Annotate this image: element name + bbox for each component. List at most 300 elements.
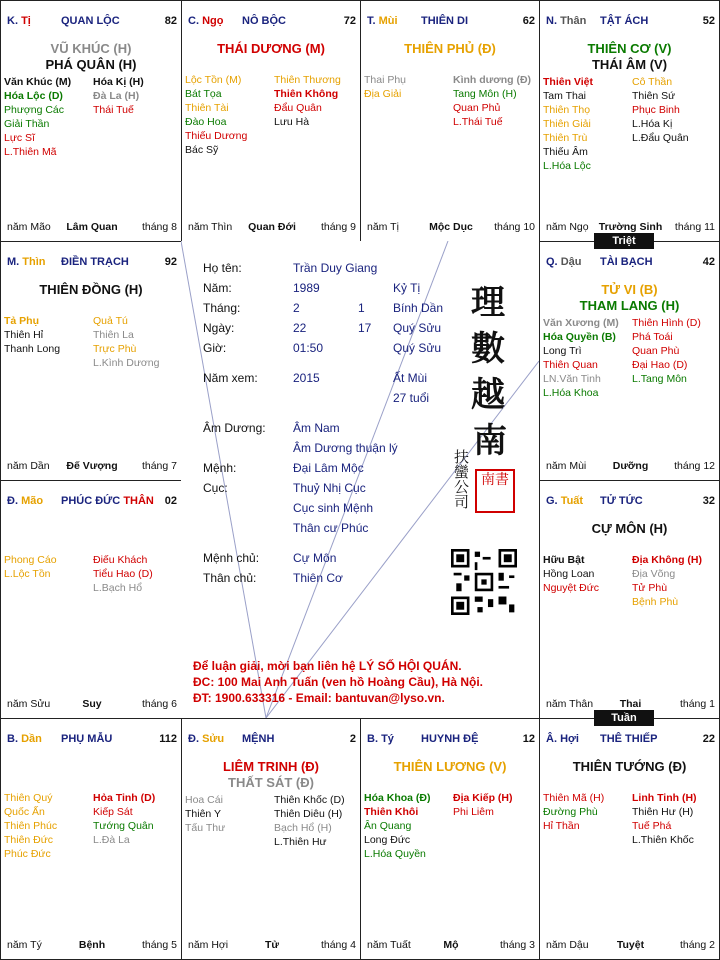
palace-name	[421, 733, 478, 745]
minor-star: Bạch Hổ (H)	[274, 822, 332, 834]
palace-branch: Dần	[21, 733, 42, 745]
palace-branch: Tý	[381, 733, 394, 745]
info-value-ngay-can: Quý Sửu	[393, 321, 442, 335]
info-value-menh: Đại Lâm Mộc	[293, 461, 364, 475]
minor-star: Tuế Phá	[632, 820, 672, 832]
minor-star: Đẩu Quân	[274, 102, 322, 114]
minor-star: Thiên Hình (D)	[632, 317, 701, 329]
minor-star: Ân Quang	[364, 820, 412, 832]
triet-marker: Triệt	[594, 233, 654, 249]
minor-star: Tiểu Hao (D)	[93, 568, 153, 580]
minor-star: Thiên Thọ	[543, 104, 591, 116]
major-star: CỰ MÔN (H)	[591, 521, 668, 536]
palace-header	[367, 15, 535, 29]
major-star: THÁI ÂM (V)	[591, 57, 668, 72]
info-label: Họ tên:	[203, 261, 242, 275]
minor-star: Nguyệt Đức	[543, 582, 600, 594]
palace-name	[61, 256, 129, 268]
minor-star: L.Hóa Lộc	[543, 160, 591, 172]
info-row	[203, 321, 463, 337]
palace-name-text: PHÚC ĐỨC	[61, 495, 121, 507]
qr-code-icon[interactable]	[451, 549, 517, 615]
minor-star: Lưu Hà	[274, 116, 310, 128]
minor-star: Hữu Bật	[543, 554, 585, 566]
palace-stem-branch	[546, 733, 579, 745]
logo-char-1: 理	[471, 283, 505, 323]
palace-stem-branch	[7, 495, 43, 507]
palace-header	[546, 15, 715, 29]
info-value-cuc-3: Thân cư Phúc	[293, 521, 369, 535]
info-label: Mệnh chủ:	[203, 551, 260, 565]
minor-stars-left	[4, 553, 57, 581]
minor-star: Thai Phụ	[364, 74, 407, 86]
palace-footer	[7, 698, 177, 712]
palace-month: tháng 5	[141, 939, 177, 951]
palace-stem-branch	[7, 733, 42, 745]
palace-year: năm Ngọ	[546, 221, 589, 233]
palace-name-text: MỆNH	[242, 733, 275, 745]
palace-trang-sinh: Mộc Dục	[429, 221, 473, 233]
palace-suu[interactable]	[181, 718, 361, 960]
minor-stars-left	[4, 791, 57, 861]
minor-star: L.Thiên Mã	[4, 146, 57, 158]
palace-name-text: THÊ THIẾP	[600, 733, 658, 745]
info-value-cuc-2: Cục sinh Mệnh	[293, 501, 374, 515]
info-value-am-duong-2: Âm Dương thuận lý	[293, 441, 398, 455]
palace-name	[61, 733, 112, 745]
info-value-ngay: 22	[293, 321, 307, 335]
palace-stem: B.	[367, 733, 378, 745]
palace-number: 82	[164, 15, 177, 27]
palace-trang-sinh: Lâm Quan	[66, 221, 118, 233]
minor-stars-right	[632, 75, 689, 145]
palace-name-text: QUAN LỘC	[61, 15, 120, 27]
palace-trang-sinh: Dưỡng	[612, 460, 649, 472]
palace-stem-branch	[7, 15, 31, 27]
minor-star: Long Đức	[364, 834, 411, 846]
palace-trang-sinh: Quan Đới	[248, 221, 296, 233]
minor-star: Lộc Tồn (M)	[185, 74, 242, 86]
info-label: Mệnh:	[203, 461, 237, 475]
palace-stem: M.	[7, 256, 20, 268]
palace-stem: Â.	[546, 733, 557, 745]
palace-month: tháng 8	[141, 221, 177, 233]
palace-trang-sinh: Thai	[619, 698, 642, 710]
minor-star: L.Bạch Hổ	[93, 582, 143, 594]
major-star: THAM LANG (H)	[579, 298, 680, 313]
minor-star: L.Hóa Kị	[632, 118, 673, 130]
minor-star: L.Thái Tuế	[453, 116, 503, 128]
palace-name-text: TÀI BẠCH	[600, 256, 653, 268]
info-value-ho-ten: Trần Duy Giang	[293, 261, 378, 275]
palace-name	[242, 733, 274, 745]
minor-stars-right	[632, 316, 701, 386]
minor-stars-right	[274, 73, 341, 129]
minor-star: Thiếu Dương	[185, 130, 248, 142]
minor-star: Tử Phù	[632, 582, 668, 594]
minor-star: Tang Môn (H)	[453, 88, 517, 100]
palace-name	[600, 15, 648, 27]
major-star: TỬ VI (B)	[601, 282, 658, 297]
palace-ti[interactable]	[0, 0, 182, 242]
info-row	[203, 481, 463, 497]
palace-ngo[interactable]	[181, 0, 361, 242]
info-label: Thân chủ:	[203, 571, 257, 585]
palace-number: 62	[522, 15, 535, 27]
minor-star: Thiên La	[93, 329, 134, 341]
minor-star: Thanh Long	[4, 343, 61, 355]
palace-trang-sinh: Tử	[264, 939, 280, 951]
palace-name	[421, 15, 468, 27]
palace-stem-branch	[546, 256, 581, 268]
major-star: VŨ KHÚC (H)	[50, 41, 132, 56]
minor-star: Kiếp Sát	[93, 806, 133, 818]
palace-year: năm Mão	[7, 221, 51, 233]
palace-footer	[546, 939, 715, 953]
minor-star: Thiên Trù	[543, 132, 588, 144]
minor-star: Phúc Đức	[4, 848, 51, 860]
info-row	[203, 551, 463, 567]
palace-month: tháng 6	[141, 698, 177, 710]
info-label: Giờ:	[203, 341, 227, 355]
info-label: Năm xem:	[203, 371, 258, 385]
minor-stars-left	[543, 553, 599, 595]
info-value-nam-can: Kỷ Tị	[393, 281, 421, 295]
info-value-than-chu: Thiên Cơ	[293, 571, 343, 585]
contact-line-1: Để luận giải, mời bạn liên hệ LÝ SỐ HỘI QUÁN.	[193, 659, 462, 673]
palace-footer	[7, 221, 177, 235]
major-star: THIÊN PHỦ (Đ)	[404, 41, 496, 56]
info-value-thang-can: Bính Dần	[393, 301, 444, 315]
palace-footer	[546, 460, 715, 474]
palace-month: tháng 11	[674, 221, 715, 233]
palace-header	[188, 15, 356, 29]
palace-month: tháng 2	[679, 939, 715, 951]
palace-trang-sinh: Tuyệt	[616, 939, 645, 951]
palace-month: tháng 3	[499, 939, 535, 951]
minor-star: Thiên Khốc (D)	[274, 794, 345, 806]
minor-star: Thiên Sứ	[632, 90, 676, 102]
palace-branch: Tuất	[560, 495, 584, 507]
palace-header	[7, 256, 177, 270]
palace-branch: Mùi	[378, 15, 398, 27]
palace-stem-branch	[7, 256, 46, 268]
palace-branch: Mão	[21, 495, 44, 507]
palace-header	[7, 733, 177, 747]
info-value-thang: 2	[293, 301, 300, 315]
palace-thin[interactable]	[0, 241, 182, 481]
minor-star: Hoa Cái	[185, 794, 223, 806]
palace-hoi[interactable]	[539, 718, 720, 960]
minor-star: Thiên Đức	[4, 834, 54, 846]
palace-year: năm Tý	[7, 939, 42, 951]
palace-year: năm Thân	[546, 698, 594, 710]
info-value-nam-xem-can: Ất Mùi	[393, 371, 428, 385]
palace-name	[61, 15, 120, 27]
palace-stem: N.	[546, 15, 557, 27]
palace-year: năm Dậu	[546, 939, 589, 951]
palace-ty[interactable]	[360, 718, 540, 960]
minor-star: Quả Tú	[93, 315, 128, 327]
minor-star: Phong Cáo	[4, 554, 57, 566]
minor-star: Tả Phụ	[4, 315, 40, 327]
minor-star: L.Kình Dương	[93, 357, 160, 369]
palace-name	[600, 733, 657, 745]
palace-month: tháng 1	[679, 698, 715, 710]
palace-number: 52	[702, 15, 715, 27]
palace-footer	[7, 939, 177, 953]
minor-stars-left	[185, 73, 247, 157]
palace-name-text: ĐIỀN TRẠCH	[61, 256, 129, 268]
palace-stem-branch	[367, 733, 394, 745]
minor-star: Điếu Khách	[93, 554, 148, 566]
minor-star: Bác Sỹ	[185, 144, 219, 156]
minor-star: Tấu Thư	[185, 822, 226, 834]
minor-star: Thiên Tài	[185, 102, 229, 114]
palace-name-text: PHỤ MẪU	[61, 733, 113, 745]
major-star: THẤT SÁT (Đ)	[228, 775, 314, 790]
minor-stars-left	[364, 791, 431, 861]
palace-stem-branch	[546, 15, 586, 27]
minor-star: Thiên Việt	[543, 76, 593, 88]
palace-branch: Ngọ	[202, 15, 224, 27]
palace-year: năm Mùi	[546, 460, 587, 472]
palace-year: năm Thìn	[188, 221, 233, 233]
minor-star: Đại Hao (D)	[632, 359, 688, 371]
minor-stars-left	[185, 793, 225, 835]
palace-month: tháng 10	[494, 221, 535, 233]
minor-star: Thiên Thương	[274, 74, 341, 86]
minor-star: L.Thiên Khốc	[632, 834, 694, 846]
minor-star: Thiên Mã (H)	[543, 792, 605, 804]
minor-star: Bát Tọa	[185, 88, 222, 100]
palace-name	[61, 495, 154, 507]
palace-number: 02	[164, 495, 177, 507]
info-value-tuoi: 27 tuổi	[393, 391, 430, 405]
palace-footer	[367, 939, 535, 953]
palace-trang-sinh: Đế Vượng	[66, 460, 118, 472]
minor-star: Thiên Hỉ	[4, 329, 44, 341]
info-value-thang-am: 1	[358, 301, 365, 315]
info-value-gio-can: Quý Sửu	[393, 341, 442, 355]
minor-stars-right	[453, 791, 513, 819]
palace-trang-sinh: Mộ	[443, 939, 459, 951]
info-value-nam: 1989	[293, 281, 320, 295]
palace-footer	[367, 221, 535, 235]
minor-star: Địa Giải	[364, 88, 402, 100]
palace-stem: Q.	[546, 256, 558, 268]
logo-char-4: 南	[473, 421, 507, 461]
palace-name	[600, 256, 653, 268]
palace-footer	[188, 939, 356, 953]
palace-mao[interactable]	[0, 480, 182, 719]
minor-star: Phượng Các	[4, 104, 65, 116]
palace-branch: Tị	[21, 15, 31, 27]
minor-star: Thiên Phúc	[4, 820, 58, 832]
minor-star: Địa Kiếp (H)	[453, 792, 513, 804]
palace-stem: G.	[546, 495, 558, 507]
minor-stars-right	[93, 553, 153, 595]
palace-stem: K.	[7, 15, 18, 27]
minor-stars-right	[274, 793, 345, 849]
minor-stars-left	[543, 791, 604, 833]
minor-star: L.Đẩu Quân	[632, 132, 689, 144]
minor-stars-right	[93, 791, 155, 847]
major-star: THIÊN LƯƠNG (V)	[393, 759, 507, 774]
minor-star: Cô Thần	[632, 76, 673, 88]
red-seal-stamp: 南書	[475, 469, 515, 513]
minor-star: Lực Sĩ	[4, 132, 35, 144]
minor-star: Hóa Kị (H)	[93, 76, 144, 88]
palace-tuat[interactable]	[539, 480, 720, 719]
info-row	[203, 501, 463, 517]
minor-star: Thiếu Âm	[543, 146, 588, 158]
minor-star: Giải Thần	[4, 118, 50, 130]
minor-star: LN.Văn Tinh	[543, 373, 601, 385]
palace-month: tháng 12	[674, 460, 715, 472]
info-row	[203, 521, 463, 537]
palace-branch: Thìn	[22, 256, 46, 268]
palace-number: 42	[702, 256, 715, 268]
palace-year: năm Hợi	[188, 939, 229, 951]
palace-footer	[7, 460, 177, 474]
palace-dau[interactable]	[539, 241, 720, 481]
major-star: LIÊM TRINH (Đ)	[222, 759, 320, 774]
palace-trang-sinh: Trường Sinh	[598, 221, 663, 233]
minor-star: Địa Võng	[632, 568, 676, 580]
info-row	[203, 371, 463, 387]
minor-star: Phá Toái	[632, 331, 673, 343]
major-star: PHÁ QUÂN (H)	[45, 57, 137, 72]
minor-stars-left	[543, 316, 619, 400]
minor-star: Thiên Không	[274, 88, 339, 100]
minor-stars-left	[4, 75, 71, 159]
minor-stars-right	[632, 791, 697, 847]
minor-stars-left	[4, 314, 60, 356]
minor-stars-left	[364, 73, 406, 101]
minor-stars-right	[453, 73, 531, 129]
info-label: Ngày:	[203, 321, 235, 335]
info-row	[203, 281, 463, 297]
minor-star: Đường Phù	[543, 806, 598, 818]
minor-star: Thiên Quý	[4, 792, 53, 804]
minor-star: L.Thiên Hư	[274, 836, 327, 848]
info-row	[203, 301, 463, 317]
info-row	[203, 421, 463, 437]
palace-month: tháng 4	[320, 939, 356, 951]
minor-star: Thái Tuế	[93, 104, 134, 116]
minor-star: Kình dương (Đ)	[453, 74, 532, 86]
info-row	[203, 391, 463, 407]
info-value-menh-chu: Cự Môn	[293, 551, 337, 565]
contact-address: ĐC: 100 Mai Anh Tuấn (ven hồ Hoàng Cầu), Hà Nội.	[193, 675, 484, 689]
palace-branch: Sửu	[202, 733, 225, 745]
logo-char-3: 越	[471, 375, 505, 415]
minor-star: Thiên Hư (H)	[632, 806, 694, 818]
minor-star: Thiên Diêu (H)	[274, 808, 343, 820]
minor-stars-right	[632, 553, 702, 609]
major-star: THIÊN TƯỚNG (Đ)	[572, 759, 687, 774]
palace-header	[546, 256, 715, 270]
info-label: Năm:	[203, 281, 232, 295]
info-value-cuc: Thuỷ Nhị Cục	[293, 481, 366, 495]
palace-name	[242, 15, 286, 27]
than-cu-marker: THÂN	[123, 495, 154, 507]
info-label: Cục:	[203, 481, 228, 495]
palace-number: 12	[522, 733, 535, 745]
palace-branch: Hợi	[560, 733, 579, 745]
minor-star: Hỉ Thần	[543, 820, 580, 832]
palace-number: 22	[702, 733, 715, 745]
palace-header	[546, 733, 715, 747]
info-row	[203, 441, 463, 457]
minor-star: Địa Không (H)	[632, 554, 702, 566]
palace-year: năm Tuất	[367, 939, 411, 951]
palace-month: tháng 7	[141, 460, 177, 472]
info-value-gio: 01:50	[293, 341, 324, 355]
contact-phone-email[interactable]: ĐT: 1900.633316 - Email: bantuvan@lyso.vn.	[193, 691, 445, 705]
palace-year: năm Tị	[367, 221, 399, 233]
minor-star: Quan Phủ	[453, 102, 501, 114]
palace-footer	[188, 221, 356, 235]
minor-stars-right	[93, 75, 144, 117]
minor-star: Phi Liêm	[453, 806, 494, 818]
info-row	[203, 571, 463, 587]
minor-star: Thiên Giải	[543, 118, 591, 130]
palace-dan[interactable]	[0, 718, 182, 960]
palace-stem-branch	[546, 495, 583, 507]
major-star: THÁI DƯƠNG (M)	[217, 41, 325, 56]
palace-name	[600, 495, 643, 507]
palace-number: 112	[159, 733, 177, 745]
minor-star: Hồng Loan	[543, 568, 595, 580]
palace-number: 72	[343, 15, 356, 27]
palace-number: 2	[349, 733, 356, 745]
palace-stem-branch	[188, 733, 224, 745]
tuan-marker: Tuần	[594, 710, 654, 726]
minor-star: Phục Binh	[632, 104, 680, 116]
major-star: THIÊN CƠ (V)	[587, 41, 672, 56]
minor-star: Đào Hoa	[185, 116, 227, 128]
palace-name-text: TỬ TỨC	[600, 495, 643, 507]
minor-star: Hóa Lộc (D)	[4, 90, 63, 102]
minor-stars-right	[93, 314, 159, 370]
minor-star: L.Lộc Tồn	[4, 568, 51, 580]
palace-stem: C.	[188, 15, 199, 27]
minor-stars-left	[543, 75, 593, 173]
minor-star: Đà La (H)	[93, 90, 140, 102]
palace-number: 32	[702, 495, 715, 507]
palace-stem: Đ.	[7, 495, 18, 507]
palace-name-text: THIÊN DI	[421, 15, 469, 27]
center-info-panel	[181, 241, 539, 718]
palace-stem: T.	[367, 15, 376, 27]
minor-star: Thiên Quan	[543, 359, 598, 371]
info-row	[203, 261, 463, 277]
minor-star: L.Tang Môn	[632, 373, 687, 385]
minor-star: Văn Xương (M)	[543, 317, 619, 329]
palace-header	[7, 15, 177, 29]
palace-name-text: NÔ BỘC	[242, 15, 286, 27]
minor-star: Trực Phù	[93, 343, 137, 355]
palace-header	[546, 495, 715, 509]
palace-mui[interactable]	[360, 0, 540, 242]
minor-star: L.Đà La	[93, 834, 130, 846]
minor-star: Văn Khúc (M)	[4, 76, 72, 88]
palace-than[interactable]	[539, 0, 720, 242]
minor-star: Linh Tinh (H)	[632, 792, 697, 804]
minor-star: Bệnh Phù	[632, 596, 679, 608]
